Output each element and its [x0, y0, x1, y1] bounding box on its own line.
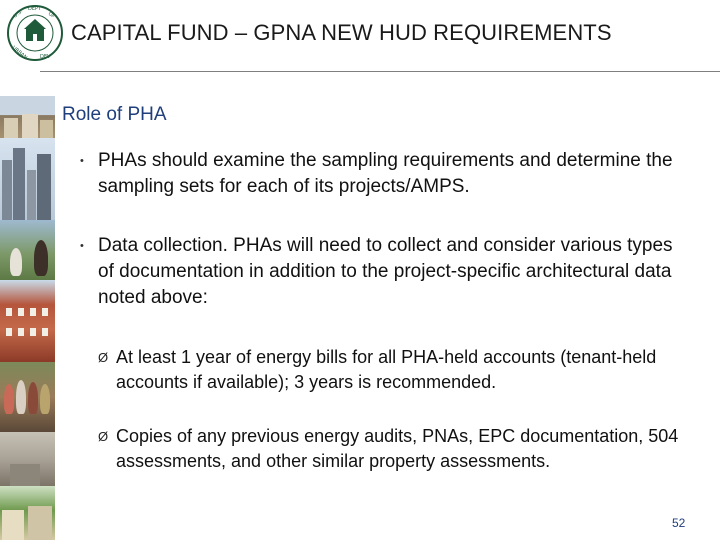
svg-text:DEV: DEV: [40, 54, 51, 60]
bullet-item: [80, 233, 680, 311]
sub-bullet-text: At least 1 year of energy bills for all PHA-held accounts (tenant-held accounts if available); 3 years is recommended.: [116, 347, 657, 392]
page-title: CAPITAL FUND – GPNA NEW HUD REQUIREMENTS: [71, 20, 612, 45]
hud-seal-icon: [6, 4, 64, 62]
arrow-bullet-icon: Ø: [98, 429, 109, 444]
page-number: 52: [672, 516, 686, 530]
photo-strip: [0, 96, 55, 540]
bullet-marker: •: [80, 155, 84, 167]
svg-text:DEPT: DEPT: [28, 6, 42, 12]
title-divider: [40, 71, 720, 72]
sub-bullet-text: Copies of any previous energy audits, PNAs, EPC documentation, 504 assessments, and other similar property assessments.: [116, 426, 679, 471]
group-photo: [0, 362, 55, 432]
bullet-item: [80, 148, 680, 200]
sub-bullet-item: [98, 345, 698, 395]
townhouse-photo: [0, 486, 55, 540]
apartment-building-photo: [0, 280, 55, 362]
bullet-text: Data collection. PHAs will need to collect and consider various types of documentation in addition to the project-specific architectural data noted above:: [98, 235, 673, 308]
houses-photo: [0, 96, 55, 138]
residents-photo: [0, 220, 55, 280]
bullet-text: PHAs should examine the sampling requirements and determine the sampling sets for each of its projects/AMPS.: [98, 150, 673, 197]
arrow-bullet-icon: Ø: [98, 350, 109, 365]
demolition-photo: [0, 432, 55, 486]
section-heading: Role of PHA: [62, 104, 167, 125]
svg-text:OF: OF: [46, 10, 56, 20]
svg-text:URBAN: URBAN: [10, 44, 29, 61]
sub-bullet-item: [98, 424, 698, 474]
svg-text:U.S.: U.S.: [12, 8, 24, 20]
city-skyline-photo: [0, 138, 55, 220]
bullet-marker: •: [80, 240, 84, 252]
